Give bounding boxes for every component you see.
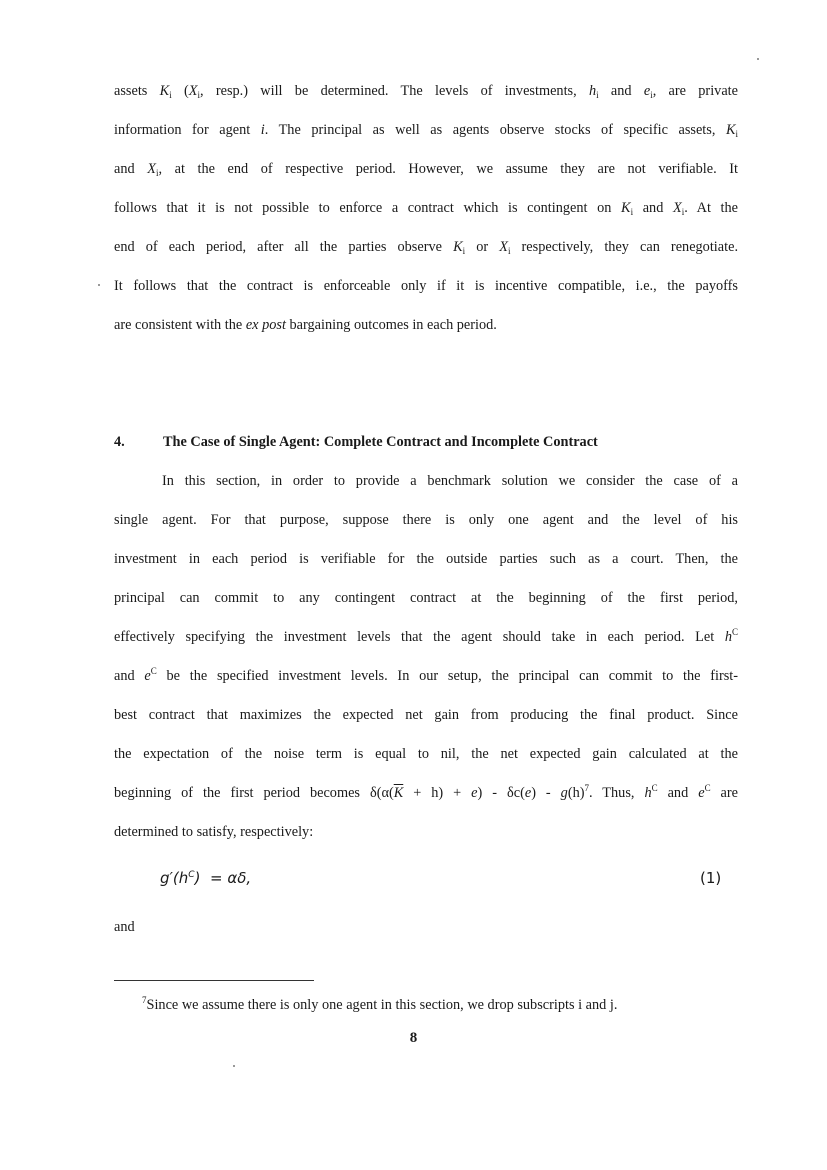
paragraph-line: information for agent i. The principal as well as agents observe stocks of specific assets, $K_i$: [114, 122, 738, 139]
paragraph-line: principal can commit to any contingent contract at the beginning of the first period,: [114, 590, 738, 606]
page-number: 8: [409, 1030, 418, 1046]
paragraph-line: and $X_i$, at the end of respective period. However, we assume they are not verifiable. It: [114, 161, 738, 178]
footnote-text: Since we assume there is only one agent in this section, we drop subscripts i and j.: [146, 997, 618, 1013]
paragraph-line: single agent. For that purpose, suppose there is only one agent and the level of his: [114, 512, 738, 528]
paragraph-line: are consistent with the ex post bargaining outcomes in each period.: [114, 317, 497, 333]
equation: $g'(h^C) = \alpha\delta$,: [160, 869, 252, 887]
footnote-rule: [114, 980, 314, 981]
paragraph-line: In this section, in order to provide a benchmark solution we consider the case of a: [162, 473, 738, 489]
scan-speck: [757, 58, 759, 60]
paragraph-line: It follows that the contract is enforceable only if it is incentive compatible, i.e., the payoffs: [114, 278, 738, 294]
paragraph-line: determined to satisfy, respectively:: [114, 824, 314, 840]
equation-number: (1): [700, 869, 722, 887]
section-number: 4.: [114, 434, 125, 450]
paragraph-line: effectively specifying the investment levels that the agent should take in each period. Let $h^C$: [114, 627, 738, 645]
scan-speck: [98, 284, 100, 286]
paragraph-line: and: [114, 919, 135, 935]
paragraph-line: investment in each period is verifiable for the outside parties such as a court. Then, the: [114, 551, 738, 567]
paragraph-line: follows that it is not possible to enforce a contract which is contingent on $K_i$ and $X_i$. At the: [114, 200, 738, 217]
paragraph-line: end of each period, after all the parties observe $K_i$ or $X_i$ respectively, they can renegotiate.: [114, 239, 739, 256]
paragraph-line: assets $K_i$ ($X_i$, resp.) will be determined. The levels of investments, $h_i$ and $e_i$, are private: [114, 83, 738, 100]
paragraph-line: the expectation of the noise term is equal to nil, the net expected gain calculated at the: [114, 746, 738, 762]
section-title: The Case of Single Agent: Complete Contract and Incomplete Contract: [163, 434, 598, 450]
paragraph-line: and $e^C$ be the specified investment levels. In our setup, the principal can commit to the first-: [114, 666, 739, 684]
footnote: $^7$Since we assume there is only one agent in this section, we drop subscripts i and j.: [142, 995, 618, 1013]
paragraph-line: best contract that maximizes the expected net gain from producing the final product. Since: [114, 707, 738, 723]
scan-speck: [233, 1065, 235, 1067]
paragraph-line: beginning of the first period becomes $\delta(\alpha(\overline{K} + h) + e) - \delta c(e) - g(h)^7$. Thus, $h^C$ and $e^C$ are: [114, 783, 739, 801]
